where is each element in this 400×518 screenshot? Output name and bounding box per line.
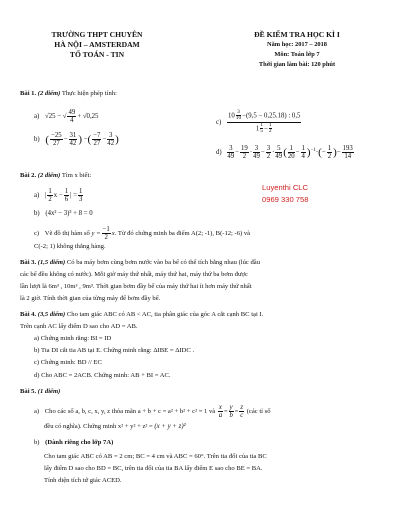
bai3-line2: các bể đều không có nước). Mỗi giờ máy thứ nhất, máy thứ hai, máy thứ ba bơm được xyxy=(20,271,248,278)
bai2-b-equation: (4x² − 3)³ + 8 = 0 xyxy=(45,210,93,217)
bai2-c-label: c) xyxy=(34,230,40,238)
bai5-a-text2: (các tỉ số xyxy=(246,408,271,416)
bai1-d: d) $\frac{3}{49}$ − $\frac{19}{2}$ · $\frac{3}{49}$ − $\frac{3}{2}$ · $\frac{5}{49}$ ( $\frac{1}{20}$ − $\frac{1}{4}$ )$^{-1}$·(− $\frac{1}{2}$ )− $\frac{193}{14}$ xyxy=(216,145,353,161)
bai4-points: (3,5 điểm) xyxy=(37,311,66,318)
department-name: TỔ TOÁN - TIN xyxy=(69,50,125,59)
bai2-c-frac-den: 2 xyxy=(104,234,108,242)
bai4-text1: Cho tam giác ABC có AB < AC, tia phân giác của góc A cắt cạnh BC tại I. xyxy=(66,311,264,318)
bai2-b-label: b) xyxy=(34,210,40,217)
bai5-title: Bài 5. xyxy=(20,388,37,395)
bai1-c xyxy=(216,110,302,135)
school-year: Năm học: 2017 – 2018 xyxy=(267,41,327,48)
bai2-points: (2 điểm) xyxy=(37,172,61,179)
bai2-c-text2: . Từ đó chứng minh ba điểm A(2; -1), B(-12; -6) và xyxy=(114,230,251,238)
bai4-c: c) Chứng minh: BD // EC xyxy=(34,359,102,366)
bai1-a-fraction: $\frac{49}{4}$ xyxy=(68,109,76,125)
bai2-c-text1: Vẽ đồ thị hàm số xyxy=(44,230,90,238)
bai5-b-line2: lấy điểm D sao cho BD = BC, trên tia đối của tia BA lấy điểm E sao cho BE = BA. xyxy=(44,465,263,472)
school-name-line2: HÀ NỘI – AMSTERDAM xyxy=(54,40,140,49)
bai3-text1: Có ba máy bơm cùng bơm nước vào ba bể có thể tích bằng nhau (lúc đầu xyxy=(66,259,261,266)
bai1-text: Thực hiện phép tính: xyxy=(61,90,117,97)
exam-duration: Thời gian làm bài: 120 phút xyxy=(258,61,336,68)
bai1-d-label: d) xyxy=(216,149,222,157)
bai4-line1 xyxy=(20,311,263,318)
bai4-a: a) Chứng minh rằng: BI = ID xyxy=(34,335,112,342)
bai1-c-fraction: 10 $\frac{3}{10}$ −(9,5 − 0,25.18) : 0,5 1 $\frac{1}{5}$ − $\frac{1}{2}$ xyxy=(227,109,301,135)
bai2-a: a) | $\frac{1}{2}$ x − $\frac{1}{6}$ | = $\frac{1}{3}$ xyxy=(34,188,83,204)
bai1-c-label: c) xyxy=(216,118,222,126)
bai5-a-text1: Cho các số a, b, c, x, y, z thỏa mãn a + b + c = a² + b² + c² = 1 và xyxy=(44,408,216,416)
bai1-b-label: b) xyxy=(34,136,40,144)
bai1-title: Bài 1. xyxy=(20,90,37,97)
bai2-b xyxy=(34,210,93,217)
bai5-b-label: b) xyxy=(34,439,40,446)
watermark-name: Luyenthi CLC xyxy=(262,183,309,192)
bai1-points: (2 điểm) xyxy=(37,90,61,97)
bai3-line3: lần lượt là 6m³ , 10m³ , 9m³. Thời gian bơm đầy bể của máy thứ hai ít hơn máy thứ nhất xyxy=(20,283,252,290)
bai5-b-title: (Dành riêng cho lớp 7A) xyxy=(45,439,114,446)
watermark-phone: 0969 330 758 xyxy=(262,195,309,204)
bai1-b: b) ( $\frac{-25}{27}$ − $\frac{31}{42}$ ) −( $\frac{-7}{27}$ − $\frac{3}{42}$ ) xyxy=(34,132,119,148)
bai2-a-label: a) xyxy=(34,192,40,200)
bai5-a-line1: a) Cho các số a, b, c, x, y, z thỏa mãn a + b + c = a² + b² + c² = 1 và $\frac{x}{a}$ = $\frac{y}{b}$ = $\frac{z}{c}$ (các tỉ số xyxy=(34,404,271,420)
exam-subject: Môn: Toán lớp 7 xyxy=(274,51,320,58)
bai3-title: Bài 3. xyxy=(20,259,37,266)
bai5-b-line1: Cho tam giác ABC có AB = 2 cm; BC = 4 cm và ABC = 60°. Trên tia đối của tia BC xyxy=(44,453,267,460)
bai3-line1 xyxy=(20,259,260,266)
bai2-c-text3: C(-2; 1) không thẳng hàng. xyxy=(34,243,106,250)
bai2-heading xyxy=(20,172,91,179)
bai5-a-line2 xyxy=(44,423,186,430)
bai2-title: Bài 2. xyxy=(20,172,37,179)
bai4-d: d) Cho ABC = 2ACB. Chứng minh: AB + BI = AC. xyxy=(34,372,171,379)
bai5-a-result: (x + y + z)² xyxy=(154,423,186,430)
exam-title: ĐỀ KIỂM TRA HỌC KÌ I xyxy=(254,30,340,39)
bai5-b-line3: Tính diện tích tứ giác ACED. xyxy=(44,477,122,484)
bai3-line4: là 2 giờ. Tính thời gian của từng máy để bơm đầy bể. xyxy=(20,295,161,302)
bai4-line2: Trên cạnh AC lấy điểm D sao cho AD = AB. xyxy=(20,323,138,330)
bai4-title: Bài 4. xyxy=(20,311,37,318)
bai3-points: (1,5 điểm) xyxy=(37,259,66,266)
bai5-a-label: a) xyxy=(34,408,40,416)
bai5-b-heading xyxy=(34,439,113,446)
bai4-b: b) Tia DI cắt tia AB tại E. Chứng minh rằng: ΔIBE = ΔIDC . xyxy=(34,347,195,354)
bai5-heading xyxy=(20,388,60,395)
bai2-text: Tìm x biết: xyxy=(61,172,92,179)
bai1-a-label: a) xyxy=(34,113,40,121)
bai1-heading xyxy=(20,90,117,97)
bai1-a: a) √25 − √ $\frac{49}{4}$ + √0,25 xyxy=(34,109,99,125)
bai2-c: c) Vẽ đồ thị hàm số y = $\frac{-1}{2}$ x. Từ đó chứng minh ba điểm A(2; -1), B(-12; -6) và xyxy=(34,226,251,242)
bai5-points: (1 điểm) xyxy=(37,388,61,395)
school-name-line1: TRƯỜNG THPT CHUYÊN xyxy=(51,30,143,39)
bai2-c-frac-num: −1 xyxy=(102,226,110,233)
bai5-a-text3: đều có nghĩa). Chứng minh x² + y² + z² = xyxy=(44,423,153,430)
